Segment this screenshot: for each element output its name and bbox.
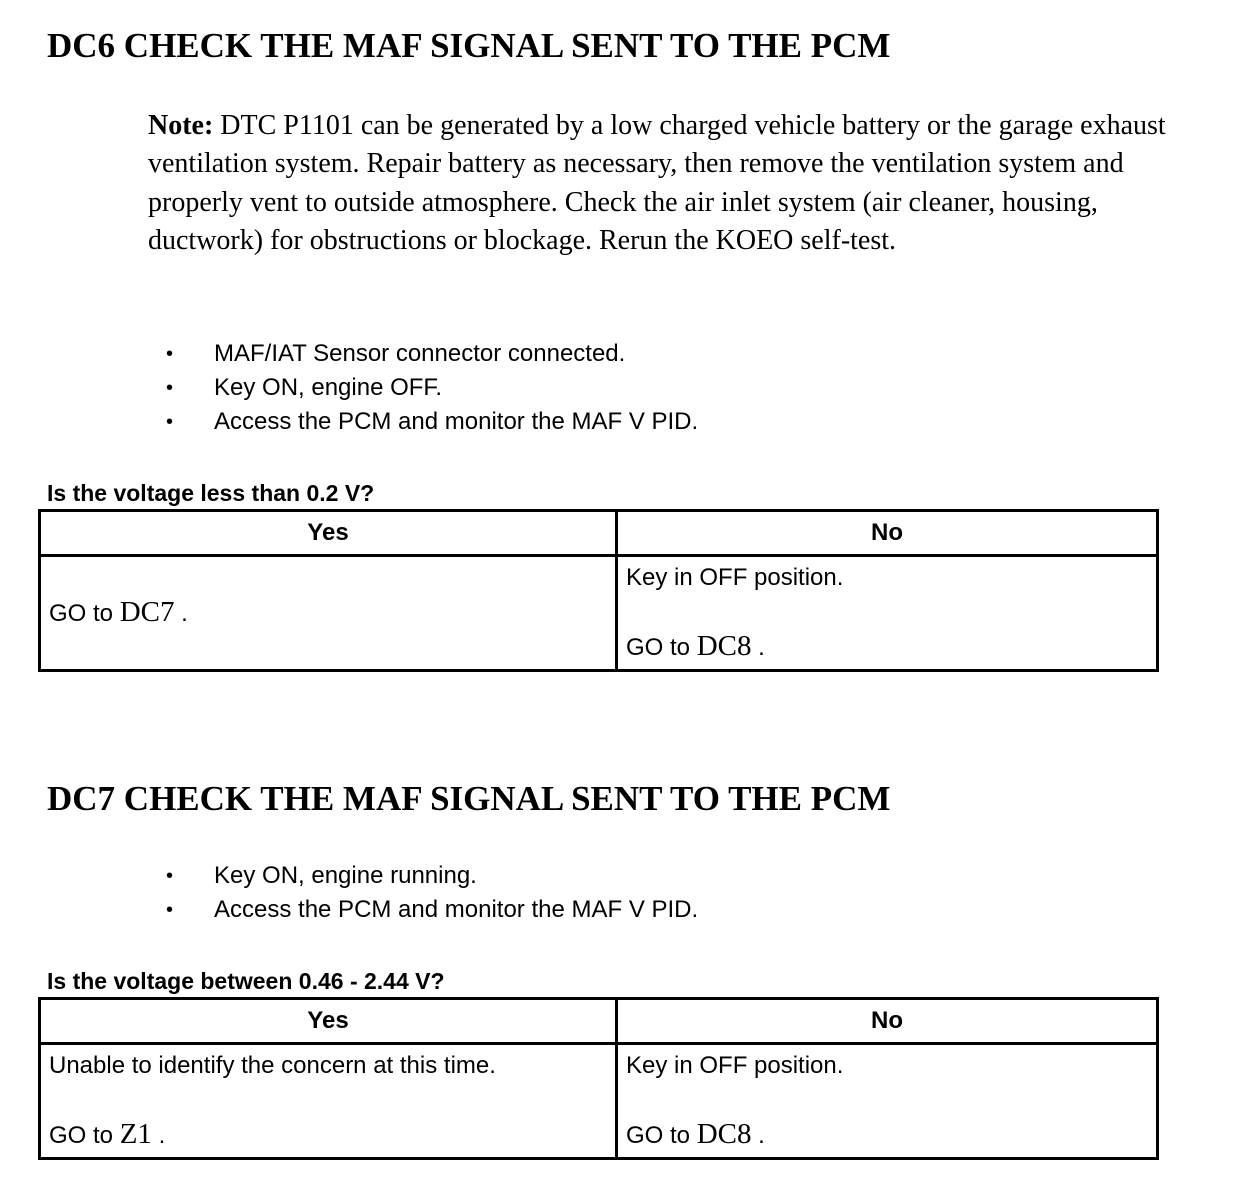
step-text: Key ON, engine running. [214,862,477,889]
dc6-step-list [150,337,698,439]
dc7-step-list [150,859,698,927]
step-item [150,371,698,405]
spacer [626,595,1148,629]
goto-line [626,629,1148,665]
no-line: Key in OFF position. [626,564,844,591]
goto-suffix: . [751,1122,765,1149]
goto-prefix: GO to [49,1122,120,1149]
goto-prefix: GO to [49,600,120,627]
table-header-row [40,511,1158,556]
no-cell [617,1044,1158,1159]
table-row [40,1044,1158,1159]
table-row [40,556,1158,671]
goto-link-dc8[interactable]: DC8 [696,630,752,662]
no-cell [617,556,1158,671]
table-header-row [40,999,1158,1044]
dc6-question: Is the voltage less than 0.2 V? [47,480,375,506]
no-header: No [617,999,1158,1044]
dc6-heading: DC6 CHECK THE MAF SIGNAL SENT TO THE PCM [47,26,891,65]
goto-link-dc7[interactable]: DC7 [119,596,175,628]
goto-line [49,595,607,631]
bullet-icon: • [166,377,174,399]
yes-line: Unable to identify the concern at this time. [49,1052,496,1079]
note-text: DTC P1101 can be generated by a low charged vehicle battery or the garage exhaust ventilation system. Repair battery as necessary, then remove the ventilation system and properly vent to outside atmosphere. Check the air inlet system (air cleaner, housing, ductwork) for obstructions or blockage. Rerun the KOEO self-test. [148,110,1166,256]
goto-line [626,1117,1148,1153]
bullet-icon: • [166,411,174,433]
goto-line [49,1117,607,1153]
step-item [150,893,698,927]
step-text: MAF/IAT Sensor connector connected. [214,340,626,367]
bullet-icon: • [166,343,174,365]
step-text: Access the PCM and monitor the MAF V PID. [214,408,699,435]
step-text: Access the PCM and monitor the MAF V PID. [214,896,699,923]
yes-cell [40,1044,617,1159]
yes-header: Yes [40,999,617,1044]
goto-prefix: GO to [626,634,697,661]
spacer [626,1083,1148,1117]
step-item [150,337,698,371]
step-item [150,859,698,893]
goto-suffix: . [174,600,188,627]
spacer [49,1083,607,1117]
dc6-note [148,107,1218,260]
bullet-icon: • [166,899,174,921]
goto-link-z1[interactable]: Z1 [119,1118,152,1150]
dc7-result-table [38,997,1159,1160]
step-item [150,405,698,439]
goto-link-dc8[interactable]: DC8 [696,1118,752,1150]
dc6-result-table [38,509,1159,672]
note-label: Note: [148,110,214,141]
no-line: Key in OFF position. [626,1052,844,1079]
goto-suffix: . [151,1122,166,1149]
goto-prefix: GO to [626,1122,697,1149]
goto-suffix: . [751,634,765,661]
no-header: No [617,511,1158,556]
dc7-heading: DC7 CHECK THE MAF SIGNAL SENT TO THE PCM [47,779,891,818]
yes-header: Yes [40,511,617,556]
dc7-question: Is the voltage between 0.46 - 2.44 V? [47,968,445,994]
step-text: Key ON, engine OFF. [214,374,443,401]
yes-cell [40,556,617,671]
bullet-icon: • [166,865,174,887]
